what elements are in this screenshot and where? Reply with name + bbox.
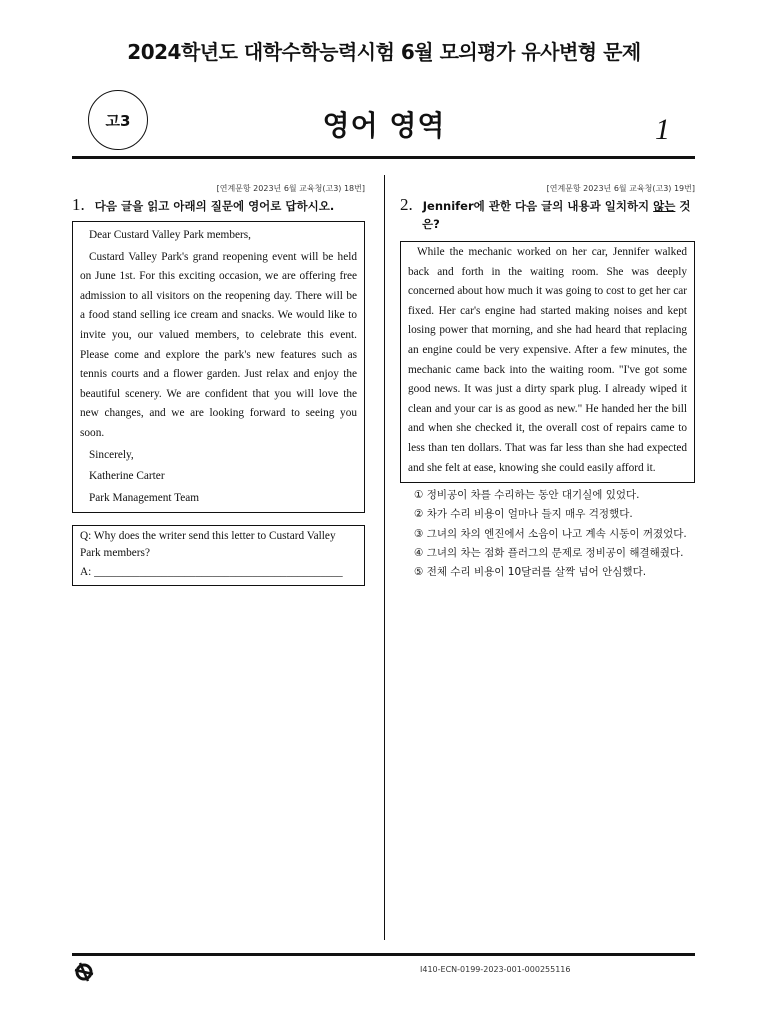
answer-label: A:	[80, 566, 92, 579]
q1-instruction: 다음 글을 읽고 아래의 질문에 영어로 답하시오.	[94, 199, 335, 213]
q2-instruction: Jennifer에 관한 다음 글의 내용과 일치하지	[422, 199, 654, 213]
q2-instruction-emphasis: 않는	[653, 199, 676, 213]
q1-reference: [연계문항 2023년 6월 교육청(고3) 18번]	[216, 184, 365, 193]
q2-number: 2.	[400, 195, 413, 214]
document-code: I410-ECN-0199-2023-001-000255116	[420, 965, 571, 974]
grade-badge: 고3	[88, 90, 148, 150]
q2-reference: [연계문항 2023년 6월 교육청(고3) 19번]	[546, 184, 695, 193]
column-divider	[384, 175, 385, 940]
q2-options	[400, 486, 695, 582]
q2-instruction-end: 것은?	[422, 199, 691, 231]
q1-passage-box	[72, 221, 365, 513]
letter-body: Custard Valley Park's grand reopening event will be held on June 1st. For this exciting occasion, we are offering free admission to all visitors on the reopening day. There will be a food stand selling ice cream and snacks. We would like to invite you, our valued members, to celebrate this event. Please come and explore the park's new features such as tennis courts and a flower garden. Just relax and enjoy the beautiful scenery. We are confident that you will love the new changes, and we are looking forward to seeing you soon.	[80, 250, 357, 439]
q1-number: 1.	[72, 195, 85, 214]
option-2[interactable]: ② 차가 수리 비용이 얼마나 들지 매우 걱정했다.	[414, 508, 633, 521]
q1-heading	[72, 196, 365, 215]
page-number: 1	[655, 113, 670, 146]
letter-closing: Sincerely,	[89, 448, 134, 461]
q2-passage: While the mechanic worked on her car, Jennifer walked back and forth in the waiting room. She was deeply concerned about how much it was going to cost to get her car fixed. Her car's engine had started making noises and kept losing power that morning, and she had heard that replacing an engine could be very expensive. After a few minutes, the mechanic came back into the waiting room. "I've got some good news. It was just a dirty spark plug. I already wiped it clean and your car is as good as new." He handed her the bill and when she checked it, the overall cost of repairs came to less than ten dollars. That was far less than she had expected and she felt at ease, knowing she could easily afford it.	[408, 246, 687, 474]
answer-blank[interactable]: ____________________________________________	[94, 566, 343, 579]
option-1[interactable]: ① 정비공이 차를 수리하는 동안 대기실에 있었다.	[414, 489, 640, 502]
publisher-logo-icon	[72, 960, 96, 984]
option-3[interactable]: ③ 그녀의 차의 엔진에서 소음이 나고 계속 시동이 꺼졌었다.	[414, 527, 687, 540]
footer-divider	[72, 953, 695, 956]
q1-answer-box	[72, 525, 365, 586]
question-1	[72, 183, 365, 586]
option-5[interactable]: ⑤ 전체 수리 비용이 10달러를 살짝 넘어 안심했다.	[414, 565, 647, 578]
question-2	[400, 183, 695, 582]
q1-question: Q: Why does the writer send this letter to Custard Valley Park members?	[80, 530, 336, 560]
letter-signer: Katherine Carter	[89, 470, 165, 483]
q2-heading	[400, 196, 695, 233]
subject-title: 영어 영역	[322, 109, 446, 142]
letter-salutation: Dear Custard Valley Park members,	[89, 229, 251, 241]
letter-team: Park Management Team	[89, 491, 200, 504]
header-divider	[72, 156, 695, 159]
q2-passage-box	[400, 241, 695, 483]
option-4[interactable]: ④ 그녀의 차는 점화 플러그의 문제로 정비공이 해결해줬다.	[414, 546, 684, 559]
exam-title: 2024학년도 대학수학능력시험 6월 모의평가 유사변형 문제	[127, 40, 641, 64]
